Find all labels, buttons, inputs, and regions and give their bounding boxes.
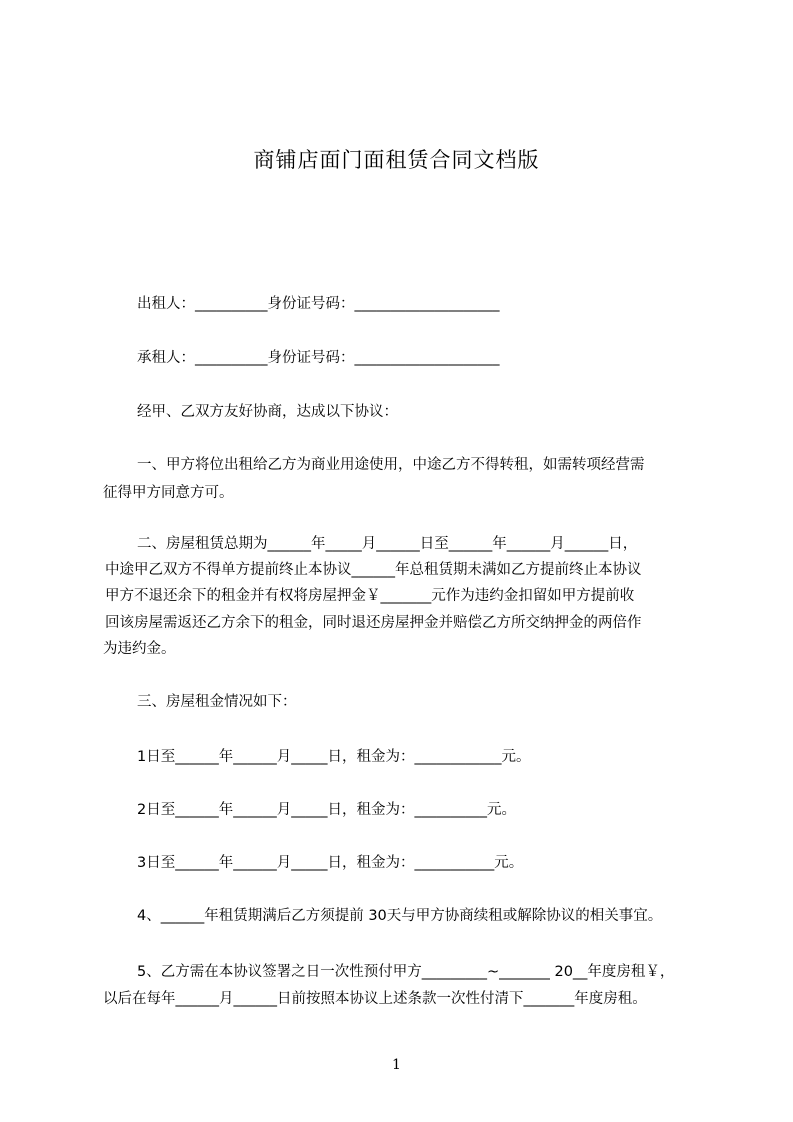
clause-2-line-4: 回该房屋需返还乙方余下的租金，同时退还房屋押金并赔偿乙方所交纳押金的两倍作 bbox=[105, 615, 642, 631]
clause-3-heading: 三、房屋租金情况如下： bbox=[137, 694, 297, 710]
clause-4: 4、______年租赁期满后乙方须提前 30天与甲方协商续租或解除协议的相关事宜。 bbox=[137, 908, 663, 924]
lessee-line: 承租人：__________身份证号码：____________________ bbox=[137, 350, 500, 366]
clause-2-line-2: 中途甲乙双方不得单方提前终止本协议______年总租赁期未满如乙方提前终止本协议 bbox=[105, 562, 642, 578]
clause-5-line-2: 以后在每年______月______日前按照本协议上述条款一次性付清下_______年度房租。 bbox=[103, 991, 647, 1007]
rent-item-2: 2日至______年______月_____日，租金为：__________元。 bbox=[137, 802, 516, 818]
clause-2-line-1: 二、房屋租赁总期为______年_____月______日至______年______月______日， bbox=[137, 536, 638, 552]
rent-item-3: 3日至______年______月_____日，租金为：___________元。 bbox=[137, 855, 524, 871]
clause-2-line-3: 甲方不退还余下的租金并有权将房屋押金￥_______元作为违约金扣留如甲方提前收 bbox=[105, 588, 635, 604]
lessor-line: 出租人：__________身份证号码：____________________ bbox=[137, 296, 500, 312]
rent-item-1: 1日至______年______月_____日，租金为：____________元。 bbox=[137, 749, 531, 765]
document-title: 商铺店面门面租赁合同文档版 bbox=[253, 148, 540, 172]
clause-1-line-1: 一、甲方将位出租给乙方为商业用途使用，中途乙方不得转租，如需转项经营需 bbox=[137, 457, 645, 473]
clause-2-line-5: 为违约金。 bbox=[103, 641, 176, 657]
page-number: 1 bbox=[392, 1057, 401, 1073]
clause-5-line-1: 5、乙方需在本协议签署之日一次性预付甲方_________~_______ 20__年度房租￥， bbox=[137, 964, 675, 980]
agreement-intro: 经甲、乙双方友好协商，达成以下协议： bbox=[137, 404, 398, 420]
clause-1-line-2: 征得甲方同意方可。 bbox=[103, 485, 234, 501]
